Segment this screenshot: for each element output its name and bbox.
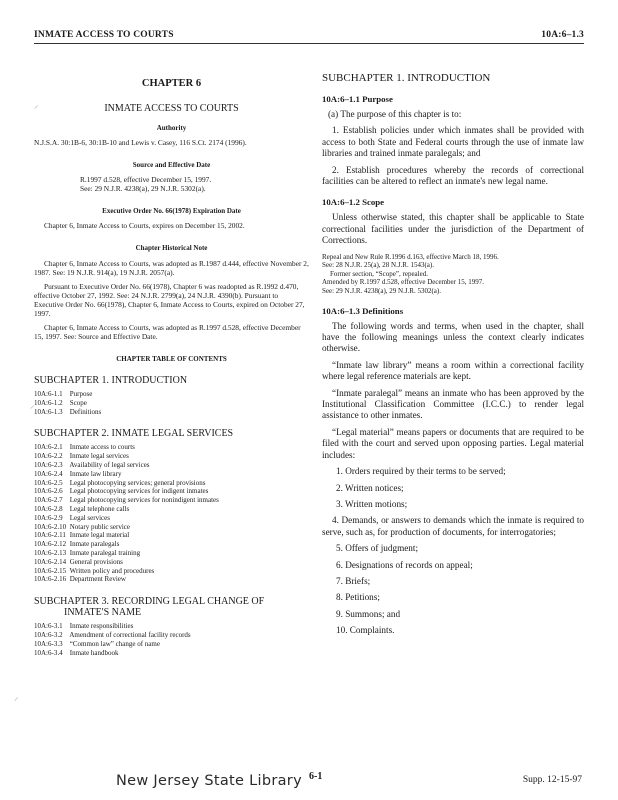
toc-subchapter-1: SUBCHAPTER 1. INTRODUCTION <box>34 375 188 386</box>
toc-item: 10A:6-3.3 “Common law” change of name <box>34 639 160 648</box>
list-item: 10. Complaints. <box>336 625 395 636</box>
subchapter-title: SUBCHAPTER 1. INTRODUCTION <box>322 72 491 84</box>
section-history <box>322 253 584 296</box>
toc-item: 10A:6-2.10 Notary public service <box>34 522 131 531</box>
page-number: 6-1 <box>309 771 323 782</box>
list-item: 2. Written notices; <box>336 482 404 493</box>
history-line: Amended by R.1997 d.528, effective December 15, 1997. <box>322 278 484 287</box>
section-heading: 10A:6–1.3 Definitions <box>322 305 404 316</box>
toc-subchapter-2: SUBCHAPTER 2. INMATE LEGAL SERVICES <box>34 428 234 440</box>
toc-item: 10A:6-2.9 Legal services <box>34 513 110 522</box>
toc-item: 10A:6-2.14 General provisions <box>34 557 123 566</box>
toc-item: 10A:6-2.8 Legal telephone calls <box>34 504 130 513</box>
toc-item: 10A:6-2.1 Inmate access to courts <box>34 443 135 452</box>
list-item: 4. Demands, or answers to demands which the inmate is required to serve, such as, for production of documents, for interrogatories; <box>322 515 584 537</box>
toc-item: 10A:6-2.16 Department Review <box>34 575 126 584</box>
definition: “Inmate paralegal” means an inmate who has been approved by the Institutional Classification Committee (I.C.C.) to render legal assistance to other inmates. <box>322 387 584 421</box>
toc-item: 10A:6-2.5 Legal photocopying services; general provisions <box>34 478 206 487</box>
history-line: See: 29 N.J.R. 4238(a), 29 N.J.R. 5302(a). <box>322 287 441 296</box>
toc-item: 10A:6-1.1 Purpose <box>34 390 93 398</box>
toc-list-3 <box>34 622 309 657</box>
list-item: 9. Summons; and <box>336 608 401 619</box>
chapter-title: INMATE ACCESS TO COURTS <box>104 103 239 114</box>
toc-list-1 <box>34 390 309 416</box>
toc-subchapter-3-line2: INMATE'S NAME <box>64 607 142 619</box>
paragraph: 1. Establish policies under which inmates shall be provided with access to both State and Federal courts through the use of inmate law libraries and trained inmate paralegals; and <box>322 125 584 159</box>
toc-item: 10A:6-2.7 Legal photocopying services for nonindigent inmates <box>34 496 219 505</box>
source-heading: Source and Effective Date <box>132 161 211 169</box>
toc-item: 10A:6-2.11 Inmate legal material <box>34 531 130 540</box>
header-title: INMATE ACCESS TO COURTS <box>34 30 174 40</box>
eo-text: Chapter 6, Inmate Access to Courts, expires on December 15, 2002. <box>44 221 245 230</box>
right-column <box>322 72 584 637</box>
history-line: See: 28 N.J.R. 25(a), 28 N.J.R. 1543(a). <box>322 261 434 270</box>
toc-list-2 <box>34 443 309 584</box>
paragraph: 2. Establish procedures whereby the records of correctional facilities can be altered to reflect an inmate's new legal name. <box>322 164 584 187</box>
list-item: 8. Petitions; <box>336 592 380 603</box>
toc-heading: CHAPTER TABLE OF CONTENTS <box>116 355 227 363</box>
authority-heading: Authority <box>156 124 187 132</box>
toc-item: 10A:6-1.3 Definitions <box>34 407 102 416</box>
history-paragraph: Chapter 6, Inmate Access to Courts, was adopted as R.1997 d.528, effective December 15, 1997. See: Source and Effective Date. <box>34 323 301 341</box>
paragraph: (a) The purpose of this chapter is to: <box>328 109 462 119</box>
toc-item: 10A:6-2.13 Inmate paralegal training <box>34 548 141 557</box>
toc-item: 10A:6-3.1 Inmate responsibilities <box>34 622 134 631</box>
list-item: 6. Designations of records on appeal; <box>336 559 473 570</box>
left-column <box>34 72 309 657</box>
toc-item: 10A:6-2.3 Availability of legal services <box>34 460 150 469</box>
source-line: R.1997 d.528, effective December 15, 1997. <box>80 175 212 184</box>
list-item: 1. Orders required by their terms to be served; <box>336 466 506 477</box>
source-text <box>34 175 309 193</box>
toc-item: 10A:6-2.4 Inmate law library <box>34 469 122 478</box>
toc-item: 10A:6-2.2 Inmate legal services <box>34 452 129 461</box>
supplement-date: Supp. 12-15-97 <box>522 775 582 785</box>
history-heading: Chapter Historical Note <box>135 244 208 252</box>
definition: “Legal material” means papers or documents that are required to be filed with the court and served upon opposing parties. Legal material includes: <box>322 426 584 460</box>
toc-item: 10A:6-3.2 Amendment of correctional facility records <box>34 630 191 639</box>
header-section: 10A:6–1.3 <box>541 30 584 40</box>
definition: “Inmate law library” means a room within a correctional facility where legal reference materials are kept. <box>322 359 584 382</box>
history-paragraph: Pursuant to Executive Order No. 66(1978), Chapter 6 was readopted as R.1992 d.470, effective October 27, 1992. See: 24 N.J.R. 2799(a), 24 N.J.R. 4390(b). Pursuant to Executive Order No. 66(1978), Chapter 6, Inmate Access to Courts, expired on October 27, 1997. <box>34 282 305 318</box>
toc-item: 10A:6-2.6 Legal photocopying services for indigent inmates <box>34 487 209 496</box>
history-paragraph: Chapter 6, Inmate Access to Courts, was adopted as R.1987 d.444, effective November 2, 1987. See: 19 N.J.R. 914(a), 19 N.J.R. 2057(a). <box>34 259 309 277</box>
list-item: 3. Written motions; <box>336 498 408 509</box>
chapter-number: CHAPTER 6 <box>141 78 202 89</box>
scan-mark: ⸝ <box>14 692 19 702</box>
history-line: Repeal and New Rule R.1996 d.163, effective March 18, 1996. <box>322 252 499 261</box>
toc-subchapter-3 <box>34 596 309 618</box>
section-heading: 10A:6–1.1 Purpose <box>322 94 393 104</box>
toc-item: 10A:6-2.12 Inmate paralegals <box>34 540 120 549</box>
list-item: 7. Briefs; <box>336 575 371 586</box>
history-line: Former section, “Scope”, repealed. <box>330 269 428 278</box>
toc-subchapter-3-line1: SUBCHAPTER 3. RECORDING LEGAL CHANGE OF <box>34 596 265 608</box>
toc-item: 10A:6-1.2 Scope <box>34 398 87 407</box>
source-line: See: 29 N.J.R. 4238(a), 29 N.J.R. 5302(a). <box>80 184 206 193</box>
toc-item: 10A:6-2.15 Written policy and procedures <box>34 566 155 575</box>
paragraph: The following words and terms, when used in the chapter, shall have the following meanings unless the context clearly indicates otherwise. <box>322 320 584 354</box>
section-heading: 10A:6–1.2 Scope <box>322 197 385 208</box>
list-item: 5. Offers of judgment; <box>336 543 418 554</box>
scan-mark: ⸝ <box>34 100 39 110</box>
library-stamp: New Jersey State Library <box>116 773 302 789</box>
toc-item: 10A:6-3.4 Inmate handbook <box>34 648 119 657</box>
authority-text: N.J.S.A. 30:1B-6, 30:1B-10 and Lewis v. Casey, 116 S.Ct. 2174 (1996). <box>34 138 247 147</box>
eo-heading: Executive Order No. 66(1978) Expiration Date <box>102 207 241 215</box>
paragraph: Unless otherwise stated, this chapter shall be applicable to State correctional facilities under the jurisdiction of the Department of Corrections. <box>322 212 584 246</box>
running-header <box>34 30 584 44</box>
scan-mark: ⸝ <box>30 400 35 410</box>
